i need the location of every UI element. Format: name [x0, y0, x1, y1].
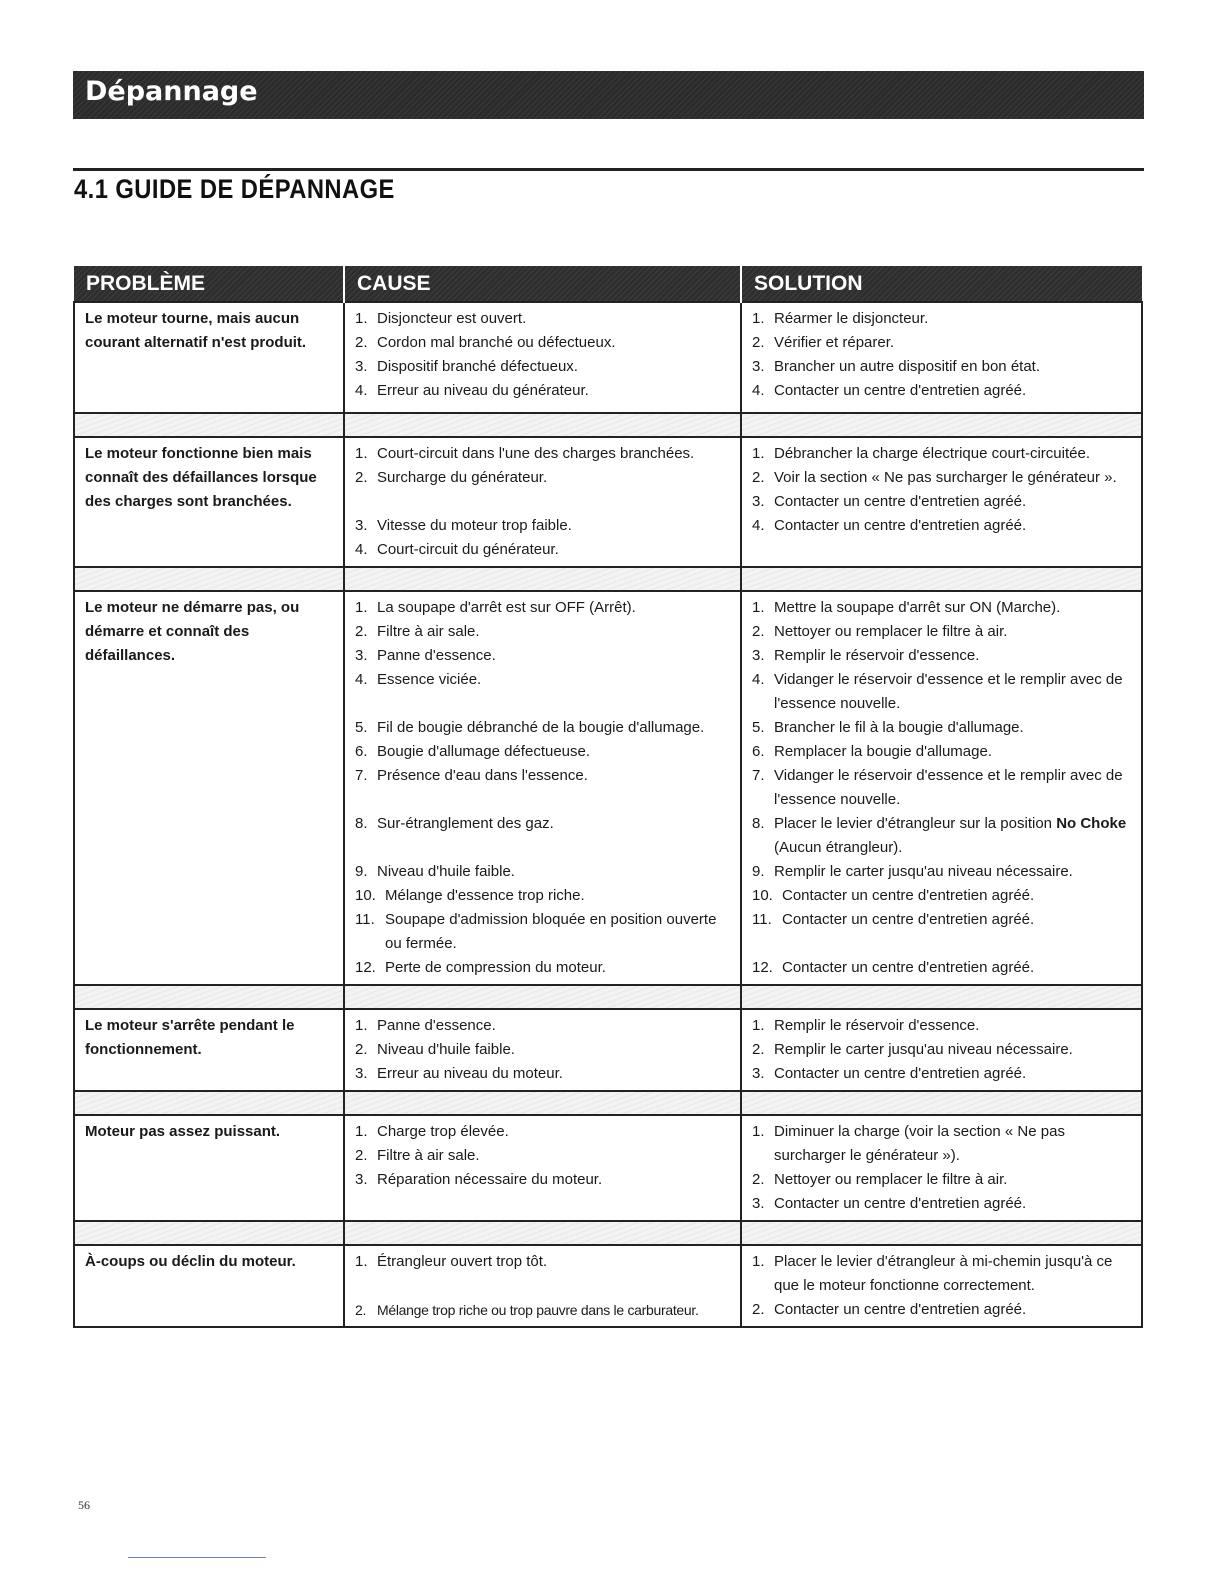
list-item: 8. Sur-étranglement des gaz. — [355, 815, 554, 832]
table-row — [74, 1115, 1142, 1221]
list-item: 1. Disjoncteur est ouvert. — [355, 310, 527, 327]
list-item: 1. Mettre la soupape d'arrêt sur ON (Marche). — [752, 599, 1061, 616]
table-spacer-row — [74, 567, 1142, 591]
table-row — [74, 591, 1142, 985]
list-item: 6. Remplacer la bougie d'allumage. — [752, 743, 992, 760]
list-item: 6. Bougie d'allumage défectueuse. — [355, 743, 591, 760]
table-row — [74, 1245, 1142, 1327]
list-item: 10. Contacter un centre d'entretien agréé. — [752, 887, 1035, 904]
list-item: 3. Contacter un centre d'entretien agréé. — [752, 493, 1027, 510]
list-item: 3. Dispositif branché défectueux. — [355, 358, 578, 375]
list-item: 11. Soupape d'admission bloquée en position ouverte ou fermée. — [355, 911, 717, 952]
list-item: 4. Essence viciée. — [355, 671, 482, 688]
troubleshooting-table — [73, 266, 1143, 1328]
list-item: 7. Vidanger le réservoir d'essence et le remplir avec de l'essence nouvelle. — [752, 767, 1123, 808]
header-cause: CAUSE — [344, 266, 741, 302]
table-header-row — [74, 266, 1142, 302]
page-number: 56 — [78, 1498, 90, 1512]
table-spacer-row — [74, 1091, 1142, 1115]
list-item: 1. Diminuer la charge (voir la section « Ne pas surcharger le générateur »). — [752, 1123, 1065, 1164]
list-item: 1. Étrangleur ouvert trop tôt. — [355, 1253, 548, 1270]
problem-cell: Le moteur fonctionne bien mais connaît des défaillances lorsque des charges sont branchées. — [74, 437, 344, 567]
list-item: 7. Présence d'eau dans l'essence. — [355, 767, 588, 784]
list-item: 1. Remplir le réservoir d'essence. — [752, 1017, 980, 1034]
list-item: 1. Placer le levier d'étrangleur à mi-chemin jusqu'à ce que le moteur fonctionne correctement. — [752, 1253, 1113, 1294]
list-item: 5. Brancher le fil à la bougie d'allumage. — [752, 719, 1024, 736]
list-item: 3. Remplir le réservoir d'essence. — [752, 647, 980, 664]
footer-rule — [128, 1557, 266, 1558]
list-item: 8. Placer le levier d'étrangleur sur la position No Choke (Aucun étrangleur). — [752, 815, 1127, 856]
list-item: 11. Contacter un centre d'entretien agréé. — [752, 911, 1035, 928]
list-item: 2. Cordon mal branché ou défectueux. — [355, 334, 616, 351]
list-item: 2. Nettoyer ou remplacer le filtre à air. — [752, 1171, 1008, 1188]
list-item: 2. Vérifier et réparer. — [752, 334, 895, 351]
list-item: 2. Niveau d'huile faible. — [355, 1041, 515, 1058]
solution-cell — [741, 1115, 1142, 1221]
list-item: 2. Contacter un centre d'entretien agréé. — [752, 1301, 1027, 1318]
list-item: 2. Filtre à air sale. — [355, 1147, 480, 1164]
list-item: 3. Réparation nécessaire du moteur. — [355, 1171, 603, 1188]
list-item: 2. Filtre à air sale. — [355, 623, 480, 640]
list-item: 2. Voir la section « Ne pas surcharger le générateur ». — [752, 469, 1117, 486]
solution-cell — [741, 591, 1142, 985]
cause-cell — [344, 1245, 741, 1327]
table-spacer-row — [74, 1221, 1142, 1245]
list-item: 4. Contacter un centre d'entretien agréé. — [752, 517, 1027, 534]
list-item: 1. Panne d'essence. — [355, 1017, 496, 1034]
problem-cell: Le moteur tourne, mais aucun courant alternatif n'est produit. — [74, 302, 344, 413]
section-title: 4.1 GUIDE DE DÉPANNAGE — [74, 174, 395, 204]
list-item: 5. Fil de bougie débranché de la bougie d'allumage. — [355, 719, 705, 736]
list-item: 2. Remplir le carter jusqu'au niveau nécessaire. — [752, 1041, 1073, 1058]
cause-cell — [344, 1009, 741, 1091]
list-item: 3. Contacter un centre d'entretien agréé. — [752, 1065, 1027, 1082]
cause-cell — [344, 302, 741, 413]
problem-cell: Le moteur s'arrête pendant le fonctionnement. — [74, 1009, 344, 1091]
list-item: 1. La soupape d'arrêt est sur OFF (Arrêt). — [355, 599, 636, 616]
list-item: 4. Contacter un centre d'entretien agréé. — [752, 382, 1027, 399]
list-item: 1. Réarmer le disjoncteur. — [752, 310, 929, 327]
solution-cell — [741, 1245, 1142, 1327]
chapter-title: Dépannage — [85, 76, 258, 107]
list-item: 4. Vidanger le réservoir d'essence et le remplir avec de l'essence nouvelle. — [752, 671, 1123, 712]
list-item: 9. Niveau d'huile faible. — [355, 863, 515, 880]
list-item: 2. Nettoyer ou remplacer le filtre à air. — [752, 623, 1008, 640]
list-item: 1. Court-circuit dans l'une des charges branchées. — [355, 445, 695, 462]
list-item: 1. Charge trop élevée. — [355, 1123, 509, 1140]
table-row — [74, 437, 1142, 567]
table-spacer-row — [74, 413, 1142, 437]
cause-cell — [344, 1115, 741, 1221]
table-row — [74, 302, 1142, 413]
table-spacer-row — [74, 985, 1142, 1009]
list-item: 12. Contacter un centre d'entretien agréé. — [752, 959, 1035, 976]
list-item: 3. Contacter un centre d'entretien agréé. — [752, 1195, 1027, 1212]
list-item: 4. Erreur au niveau du générateur. — [355, 382, 589, 399]
cause-cell — [344, 437, 741, 567]
problem-cell: Le moteur ne démarre pas, ou démarre et connaît des défaillances. — [74, 591, 344, 985]
section-rule — [73, 168, 1144, 171]
list-item: 2. Mélange trop riche ou trop pauvre dans le carburateur. — [355, 1302, 699, 1318]
chapter-banner — [73, 71, 1144, 119]
header-solution: SOLUTION — [741, 266, 1142, 302]
solution-cell — [741, 1009, 1142, 1091]
cause-cell — [344, 591, 741, 985]
list-item: 3. Panne d'essence. — [355, 647, 496, 664]
list-item: 3. Brancher un autre dispositif en bon état. — [752, 358, 1041, 375]
solution-cell — [741, 302, 1142, 413]
problem-cell: Moteur pas assez puissant. — [74, 1115, 344, 1221]
problem-cell: À-coups ou déclin du moteur. — [74, 1245, 344, 1327]
list-item: 3. Erreur au niveau du moteur. — [355, 1065, 563, 1082]
list-item: 9. Remplir le carter jusqu'au niveau nécessaire. — [752, 863, 1073, 880]
solution-cell — [741, 437, 1142, 567]
list-item: 10. Mélange d'essence trop riche. — [355, 887, 585, 904]
list-item: 1. Débrancher la charge électrique court-circuitée. — [752, 445, 1090, 462]
table-row — [74, 1009, 1142, 1091]
header-problem: PROBLÈME — [74, 266, 344, 302]
no-choke-label: No Choke — [1056, 815, 1127, 832]
list-item: 4. Court-circuit du générateur. — [355, 541, 559, 558]
list-item: 3. Vitesse du moteur trop faible. — [355, 517, 572, 534]
list-item: 12. Perte de compression du moteur. — [355, 959, 606, 976]
list-item: 2. Surcharge du générateur. — [355, 469, 548, 486]
